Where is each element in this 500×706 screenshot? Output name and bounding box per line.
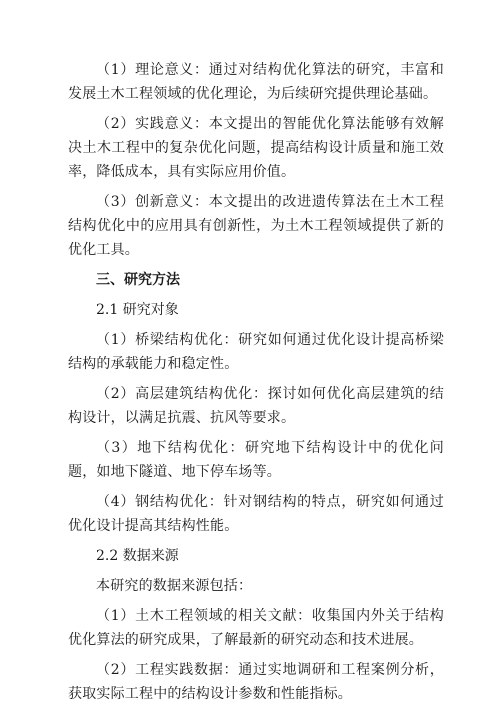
- paragraph-bridge-optimization: （1）桥梁结构优化：研究如何通过优化设计提高桥梁结构的承载能力和稳定性。: [68, 332, 444, 372]
- subsection-heading-data-sources: 2.2 数据来源: [96, 548, 179, 564]
- paragraph-innovative-significance: （3）创新意义：本文提出的改进遗传算法在土木工程结构优化中的应用具有创新性，为土木工程领域提供了新的优化工具。: [68, 194, 444, 258]
- paragraph-data-sources-intro: 本研究的数据来源包括：: [96, 578, 253, 594]
- subsection-heading-research-objects: 2.1 研究对象: [96, 302, 179, 318]
- paragraph-practical-significance: （2）实践意义：本文提出的智能优化算法能够有效解决土木工程中的复杂优化问题，提高结构设计质量和施工效率，降低成本，具有实际应用价值。: [68, 116, 444, 180]
- paragraph-highrise-optimization: （2）高层建筑结构优化：探讨如何优化高层建筑的结构设计，以满足抗震、抗风等要求。: [68, 386, 444, 426]
- paragraph-underground-optimization: （3）地下结构优化：研究地下结构设计中的优化问题，如地下隧道、地下停车场等。: [68, 440, 444, 480]
- paragraph-literature-source: （1）土木工程领域的相关文献：收集国内外关于结构优化算法的研究成果，了解最新的研究动态和技术进展。: [68, 608, 444, 648]
- paragraph-engineering-data-source: （2）工程实践数据：通过实地调研和工程案例分析，获取实际工程中的结构设计参数和性能指标。: [68, 662, 444, 702]
- paragraph-steel-optimization: （4）钢结构优化：针对钢结构的特点，研究如何通过优化设计提高其结构性能。: [68, 494, 444, 534]
- section-heading-research-methods: 三、研究方法: [96, 272, 180, 288]
- paragraph-theoretical-significance: （1）理论意义：通过对结构优化算法的研究，丰富和发展土木工程领域的优化理论，为后续研究提供理论基础。: [68, 62, 444, 102]
